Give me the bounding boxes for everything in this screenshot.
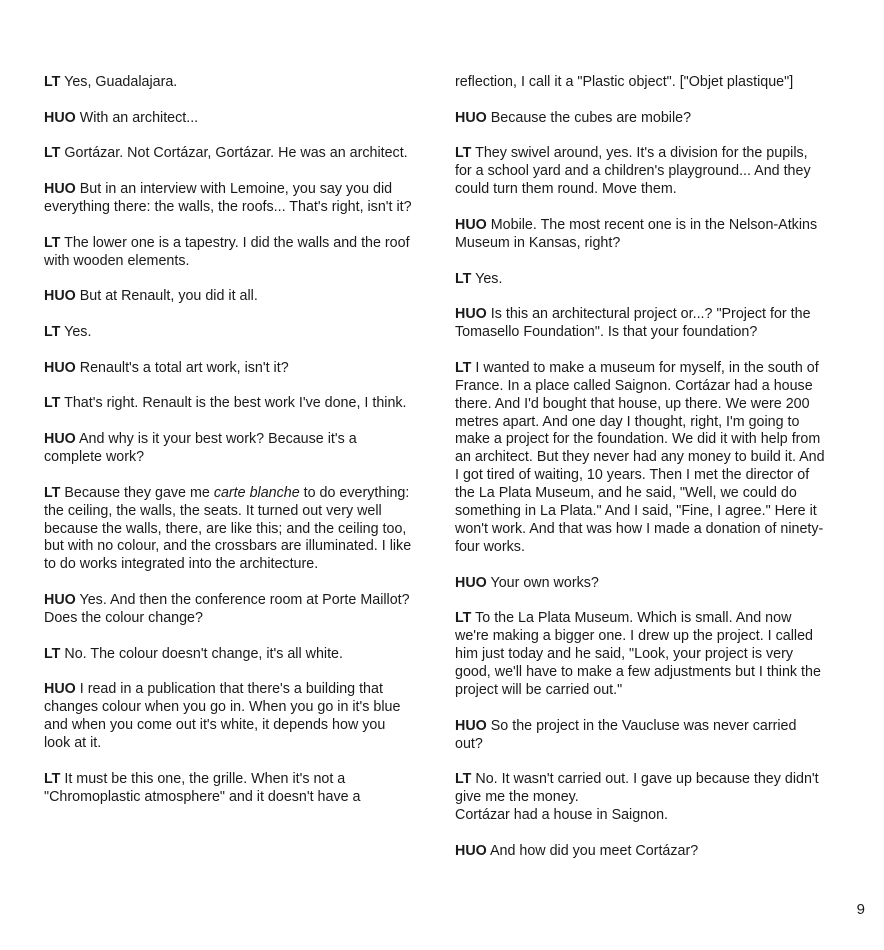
speaker-label: HUO <box>44 109 76 126</box>
dialogue-paragraph <box>44 431 414 467</box>
speaker-label: HUO <box>455 216 487 233</box>
dialogue-paragraph <box>455 145 827 199</box>
dialogue-paragraph <box>44 74 414 92</box>
speaker-label: LT <box>455 771 472 788</box>
dialogue-paragraph <box>44 235 414 271</box>
dialogue-text: Yes. <box>64 324 92 341</box>
dialogue-text: I wanted to make a museum for myself, in the south of France. In a place called Saignon. Cortázar had a house there. And I'd bought that house, up there. We were 200 metres apart. And one day I thought, right, I'm going to make a project for the foundation. We did it with help from an architect. But they never had any money to build it. And I got tired of waiting, 10 years. Then I met the director of the La Plata Museum, and he said, "Well, we could do something in La Plata." And I said, "Fine, I agree." Here it won't work. And that was how I made a donation of ninety-four works. <box>455 359 825 555</box>
speaker-label: LT <box>44 770 61 787</box>
speaker-label: LT <box>44 234 61 251</box>
dialogue-paragraph <box>44 181 414 217</box>
speaker-label: HUO <box>455 109 487 126</box>
speaker-label: HUO <box>455 717 487 734</box>
speaker-label: LT <box>44 145 61 162</box>
dialogue-text: Is this an architectural project or...? "Project for the Tomasello Foundation". Is that your foundation? <box>455 306 811 341</box>
speaker-label: HUO <box>455 842 487 859</box>
dialogue-text: to do everything: the ceiling, the walls, the seats. It turned out very well because the walls, there, are like this; and the ceiling too, but with no colour, and the crossbars are illuminated. I like to do works integrated into the architecture. <box>44 484 412 573</box>
right-column <box>455 74 827 878</box>
dialogue-text: So the project in the Vaucluse was never carried out? <box>455 717 797 752</box>
dialogue-text: I read in a publication that there's a building that changes colour when you go in. When you go in it's blue and when you come out it's white, it depends how you look at it. <box>44 681 401 752</box>
dialogue-paragraph <box>455 306 827 342</box>
dialogue-paragraph <box>455 360 827 557</box>
dialogue-text: And how did you meet Cortázar? <box>489 842 699 859</box>
speaker-label: LT <box>455 145 472 162</box>
speaker-label: HUO <box>455 306 487 323</box>
dialogue-paragraph <box>455 271 827 289</box>
dialogue-text: To the La Plata Museum. Which is small. And now we're making a bigger one. I drew up the project. I called him just today and he said, "Look, your project is very good, we'll have to make a few adjustments but I think the project will be carried out." <box>455 610 821 698</box>
speaker-label: HUO <box>44 359 76 376</box>
speaker-label: HUO <box>44 181 76 198</box>
dialogue-text: Yes, Guadalajara. <box>64 74 178 90</box>
dialogue-text: Gortázar. Not Cortázar, Gortázar. He was an architect. <box>64 145 408 162</box>
dialogue-text: Because the cubes are mobile? <box>490 109 692 126</box>
dialogue-paragraph <box>455 74 827 92</box>
dialogue-text: No. The colour doesn't change, it's all white. <box>64 645 343 662</box>
dialogue-paragraph <box>44 592 414 628</box>
speaker-label: LT <box>44 74 61 90</box>
dialogue-paragraph <box>44 110 414 128</box>
speaker-label: HUO <box>44 592 76 609</box>
dialogue-text: reflection, I call it a "Plastic object". ["Objet plastique"] <box>455 74 794 90</box>
speaker-label: LT <box>455 359 472 376</box>
speaker-label: HUO <box>44 681 76 698</box>
dialogue-paragraph <box>455 610 827 700</box>
dialogue-text: Yes. <box>475 270 503 287</box>
speaker-label: LT <box>44 324 61 341</box>
dialogue-paragraph <box>44 395 414 413</box>
left-column <box>44 74 414 824</box>
dialogue-text: Your own works? <box>490 574 599 591</box>
dialogue-paragraph <box>44 646 414 664</box>
speaker-label: LT <box>44 645 61 662</box>
dialogue-text: No. It wasn't carried out. I gave up because they didn't give me the money. <box>455 771 819 806</box>
dialogue-paragraph <box>455 843 827 861</box>
dialogue-text: Yes. And then the conference room at Porte Maillot? Does the colour change? <box>44 592 410 626</box>
dialogue-text: And why is it your best work? Because it's a complete work? <box>44 431 357 466</box>
dialogue-paragraph <box>44 771 414 807</box>
dialogue-paragraph <box>44 145 414 163</box>
dialogue-text: Cortázar had a house in Saignon. <box>455 807 669 824</box>
dialogue-text: They swivel around, yes. It's a division for the pupils, for a school yard and a children's playground... And they could turn them round. Move them. <box>455 145 811 198</box>
dialogue-paragraph <box>455 575 827 593</box>
speaker-label: HUO <box>455 574 487 591</box>
dialogue-text: But in an interview with Lemoine, you say you did everything there: the walls, the roofs... That's right, isn't it? <box>44 181 412 216</box>
dialogue-italic-text: carte blanche <box>213 484 300 501</box>
dialogue-paragraph <box>455 217 827 253</box>
speaker-label: HUO <box>44 288 76 305</box>
dialogue-paragraph <box>455 771 827 825</box>
dialogue-paragraph <box>44 288 414 306</box>
dialogue-text: With an architect... <box>79 109 199 126</box>
dialogue-text: Because they gave me <box>64 484 214 501</box>
dialogue-paragraph <box>44 681 414 753</box>
speaker-label: LT <box>455 610 472 627</box>
speaker-label: LT <box>44 484 61 501</box>
dialogue-paragraph <box>455 110 827 128</box>
dialogue-text: It must be this one, the grille. When it's not a "Chromoplastic atmosphere" and it doesn't have a <box>44 770 361 805</box>
speaker-label: LT <box>455 270 472 287</box>
dialogue-text: The lower one is a tapestry. I did the walls and the roof with wooden elements. <box>44 234 410 269</box>
dialogue-text: That's right. Renault is the best work I've done, I think. <box>64 395 407 412</box>
page-number: 9 <box>856 901 865 918</box>
dialogue-text: But at Renault, you did it all. <box>79 288 258 305</box>
dialogue-paragraph <box>44 324 414 342</box>
dialogue-text: Renault's a total art work, isn't it? <box>79 359 289 376</box>
speaker-label: HUO <box>44 431 76 448</box>
dialogue-paragraph <box>44 485 414 575</box>
dialogue-paragraph <box>44 360 414 378</box>
speaker-label: LT <box>44 395 61 412</box>
dialogue-paragraph <box>455 718 827 754</box>
dialogue-text: Mobile. The most recent one is in the Nelson-Atkins Museum in Kansas, right? <box>455 216 818 251</box>
